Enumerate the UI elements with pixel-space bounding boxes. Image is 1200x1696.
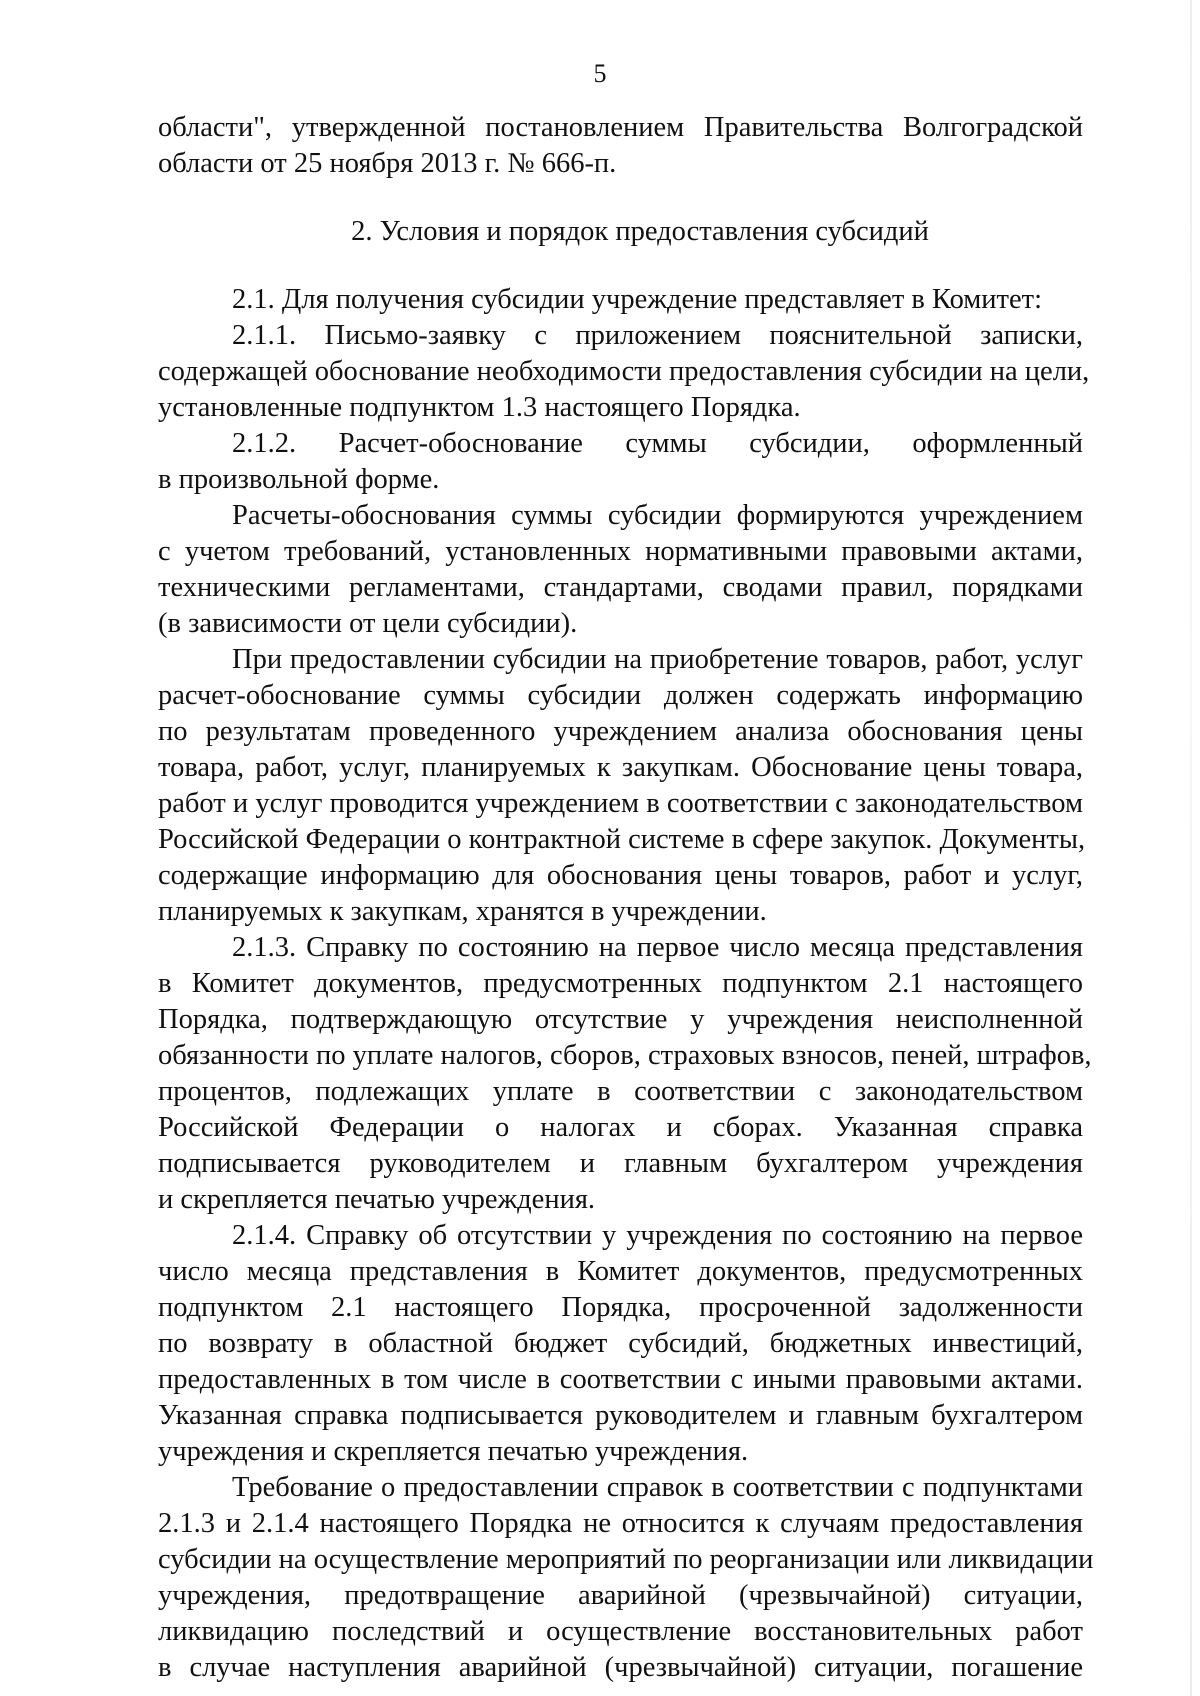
text-line: товара, работ, услуг, планируемых к закупкам. Обоснование цены товара, — [158, 752, 1083, 783]
text-line: содержащей обоснование необходимости предоставления субсидии на цели, — [158, 356, 1090, 387]
text-line: процентов, подлежащих уплате в соответствии с законодательством — [158, 1076, 1083, 1107]
text-line: содержащие информацию для обоснования цены товаров, работ и услуг, — [158, 860, 1083, 891]
scan-edge-artifact — [1190, 0, 1192, 1696]
text-line: 2.1. Для получения субсидии учреждение представляет в Комитет: — [232, 284, 1043, 315]
text-line: Расчеты-обоснования суммы субсидии формируются учреждением — [232, 500, 1083, 531]
section-heading: 2. Условия и порядок предоставления субсидий — [351, 216, 929, 247]
text-line: 2.1.3 и 2.1.4 настоящего Порядка не относится к случаям предоставления — [158, 1508, 1083, 1539]
text-line: подписывается руководителем и главным бухгалтером учреждения — [158, 1148, 1083, 1179]
text-line: 2.1.3. Справку по состоянию на первое число месяца представления — [232, 932, 1083, 963]
text-line: и скрепляется печатью учреждения. — [158, 1184, 596, 1215]
text-line: ликвидацию последствий и осуществление восстановительных работ — [158, 1616, 1083, 1647]
text-line: обязанности по уплате налогов, сборов, страховых взносов, пеней, штрафов, — [158, 1040, 1092, 1071]
text-line: Порядка, подтверждающую отсутствие у учреждения неисполненной — [158, 1004, 1083, 1035]
text-line: установленные подпунктом 1.3 настоящего Порядка. — [158, 392, 801, 423]
text-line: в случае наступления аварийной (чрезвычайной) ситуации, погашение — [158, 1652, 1083, 1683]
text-line: Российской Федерации о контрактной системе в сфере закупок. Документы, — [158, 824, 1086, 855]
text-line: по результатам проведенного учреждением анализа обоснования цены — [158, 716, 1083, 747]
text-line: Требование о предоставлении справок в соответствии с подпунктами — [232, 1472, 1083, 1503]
text-line: число месяца представления в Комитет документов, предусмотренных — [158, 1256, 1083, 1287]
text-line: с учетом требований, установленных нормативными правовыми актами, — [158, 536, 1083, 567]
page-number: 5 — [593, 59, 607, 88]
text-line: подпунктом 2.1 настоящего Порядка, просроченной задолженности — [158, 1292, 1083, 1323]
text-line: в произвольной форме. — [158, 464, 440, 495]
text-line: 2.1.1. Письмо-заявку с приложением пояснительной записки, — [232, 320, 1083, 351]
text-line: 2.1.2. Расчет-обоснование суммы субсидии, оформленный — [232, 428, 1083, 459]
text-line: по возврату в областной бюджет субсидий, бюджетных инвестиций, — [158, 1328, 1083, 1359]
text-line: субсидии на осуществление мероприятий по реорганизации или ликвидации — [158, 1544, 1094, 1575]
text-line: техническими регламентами, стандартами, сводами правил, порядками — [158, 572, 1083, 603]
text-line: расчет-обоснование суммы субсидии должен содержать информацию — [158, 680, 1083, 711]
text-line: 2.1.4. Справку об отсутствии у учреждения по состоянию на первое — [232, 1220, 1083, 1251]
text-line: Российской Федерации о налогах и сборах. Указанная справка — [158, 1112, 1083, 1143]
text-line: При предоставлении субсидии на приобретение товаров, работ, услуг — [232, 644, 1083, 675]
text-line: (в зависимости от цели субсидии). — [158, 608, 578, 639]
text-line: планируемых к закупкам, хранятся в учреждении. — [158, 896, 767, 927]
text-line: Указанная справка подписывается руководителем и главным бухгалтером — [158, 1400, 1083, 1431]
text-line: учреждения и скрепляется печатью учреждения. — [158, 1436, 749, 1467]
text-line: области", утвержденной постановлением Правительства Волгоградской — [158, 112, 1083, 143]
text-line: предоставленных в том числе в соответствии с иными правовыми актами. — [158, 1364, 1083, 1395]
text-line: области от 25 ноября 2013 г. № 666-п. — [158, 148, 617, 179]
text-line: работ и услуг проводится учреждением в соответствии с законодательством — [158, 788, 1083, 819]
text-line: в Комитет документов, предусмотренных подпунктом 2.1 настоящего — [158, 968, 1083, 999]
text-line: учреждения, предотвращение аварийной (чрезвычайной) ситуации, — [158, 1580, 1083, 1611]
